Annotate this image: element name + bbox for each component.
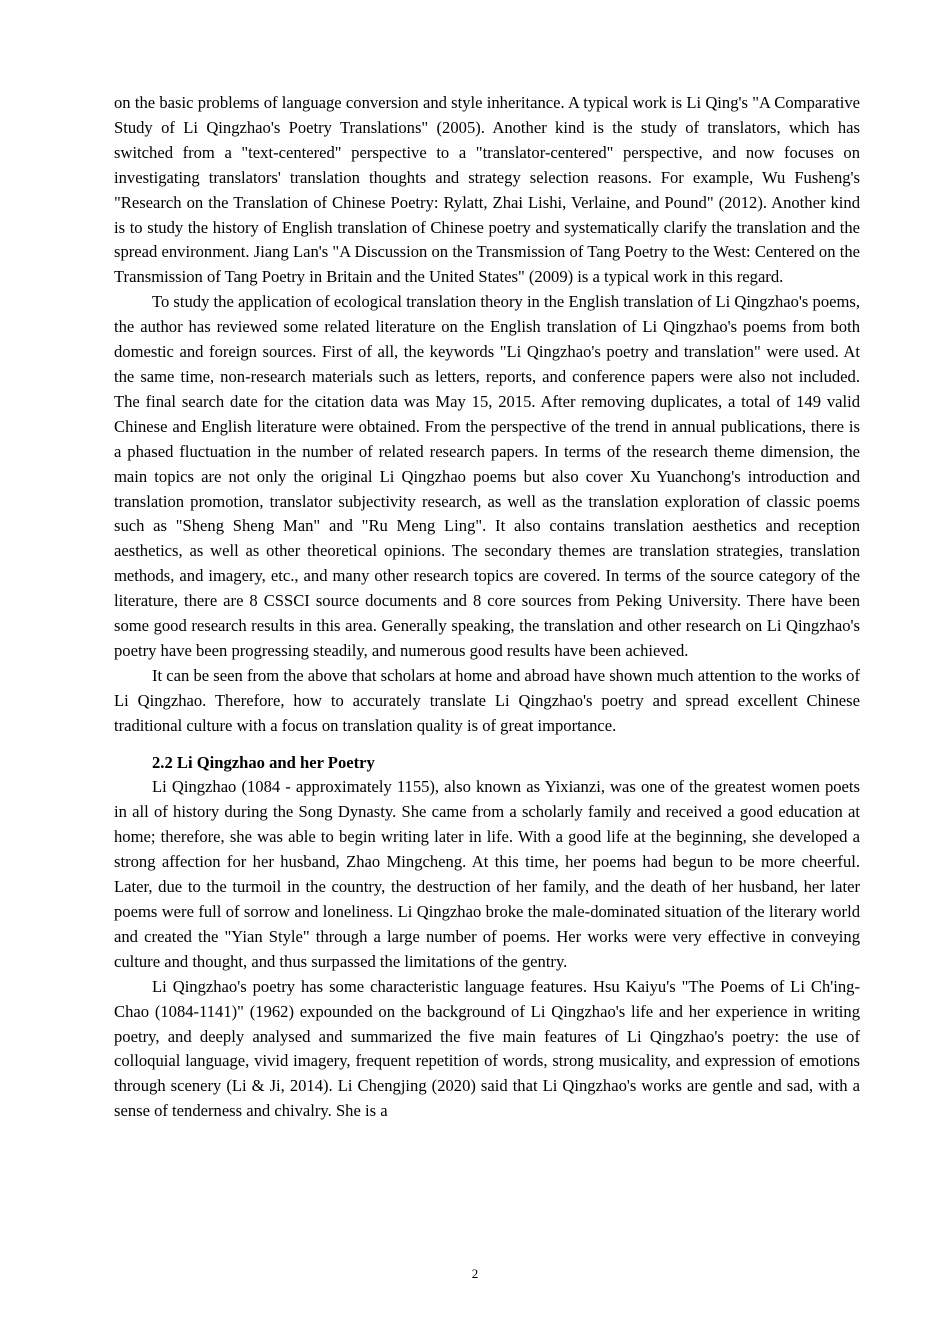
paragraph-biography: Li Qingzhao (1084 - approximately 1155), also known as Yixianzi, was one of the greatest women poets in all of history during the Song Dynasty. She came from a scholarly family and received a good education at home; therefore, she was able to begin writing later in life. With a good life at the beginning, she developed a strong affection for her husband, Zhao Mingcheng. At this time, her poems had begun to be more cheerful. Later, due to the turmoil in the country, the destruction of her family, and the death of her husband, her later poems were full of sorrow and loneliness. Li Qingzhao broke the male-dominated situation of the literary world and created the "Yian Style" through a large number of poems. Her works were very effective in conveying culture and thought, and thus surpassed the limitations of the gentry. [114,777,860,971]
paragraph-language-features: Li Qingzhao's poetry has some characteristic language features. Hsu Kaiyu's "The Poems of Li Ch'ing-Chao (1084-1141)" (1962) expounded on the background of Li Qingzhao's life and her experience in writing poetry, and deeply analysed and summarized the five main features of Li Qingzhao's poetry: the use of colloquial language, vivid imagery, frequent repetition of words, strong musicality, and expression of emotions through scenery (Li & Ji, 2014). Li Chengjing (2020) said that Li Qingzhao's works are gentle and sad, with a sense of tenderness and chivalry. She is a [114,976,860,1121]
page-number: 2 [471,1266,479,1281]
section-heading: 2.2 Li Qingzhao and her Poetry [152,752,375,772]
body-text [114,91,860,1124]
paragraph-continued: on the basic problems of language conversion and style inheritance. A typical work is Li Qing's "A Comparative Study of Li Qingzhao's Poetry Translations" (2005). Another kind is the study of translators, which has switched from a "text-centered" perspective to a "translator-centered" perspective, and now focuses on investigating translators' translation thoughts and strategy selection reasons. For example, Wu Fusheng's "Research on the Translation of Chinese Poetry: Rylatt, Zhai Lishi, Verlaine, and Pound" (2012). Another kind is to study the history of English translation of Chinese poetry and systematically clarify the translation and the spread environment. Jiang Lan's "A Discussion on the Transmission of Tang Poetry to the West: Centered on the Transmission of Tang Poetry in Britain and the United States" (2009) is a typical work in this regard. [114,93,860,287]
paragraph-literature-review: To study the application of ecological translation theory in the English translation of Li Qingzhao's poems, the author has reviewed some related literature on the English translation of Li Qingzhao's poems from both domestic and foreign sources. First of all, the keywords "Li Qingzhao's poetry and translation" were used. At the same time, non-research materials such as letters, reports, and conference papers were also not included. The final search date for the citation data was May 15, 2015. After removing duplicates, a total of 149 valid Chinese and English literature were obtained. From the perspective of the trend in annual publications, there is a phased fluctuation in the number of related research papers. In terms of the research theme dimension, the main topics are not only the original Li Qingzhao poems but also cover Xu Yuanchong's introduction and translation promotion, translator subjectivity research, as well as the translation exploration of classic poems such as "Sheng Sheng Man" and "Ru Meng Ling". It also contains translation aesthetics and reception aesthetics, as well as other theoretical opinions. The secondary themes are translation strategies, translation methods, and imagery, etc., and many other research topics are covered. In terms of the source category of the literature, there are 8 CSSCI source documents and 8 core sources from Peking University. There have been some good research results in this area. Generally speaking, the translation and other research on Li Qingzhao's poetry have been progressing steadily, and numerous good results have been achieved. [114,292,860,660]
paragraph-conclusion: It can be seen from the above that scholars at home and abroad have shown much attention to the works of Li Qingzhao. Therefore, how to accurately translate Li Qingzhao's poetry and spread excellent Chinese traditional culture with a focus on translation quality is of great importance. [114,665,860,735]
